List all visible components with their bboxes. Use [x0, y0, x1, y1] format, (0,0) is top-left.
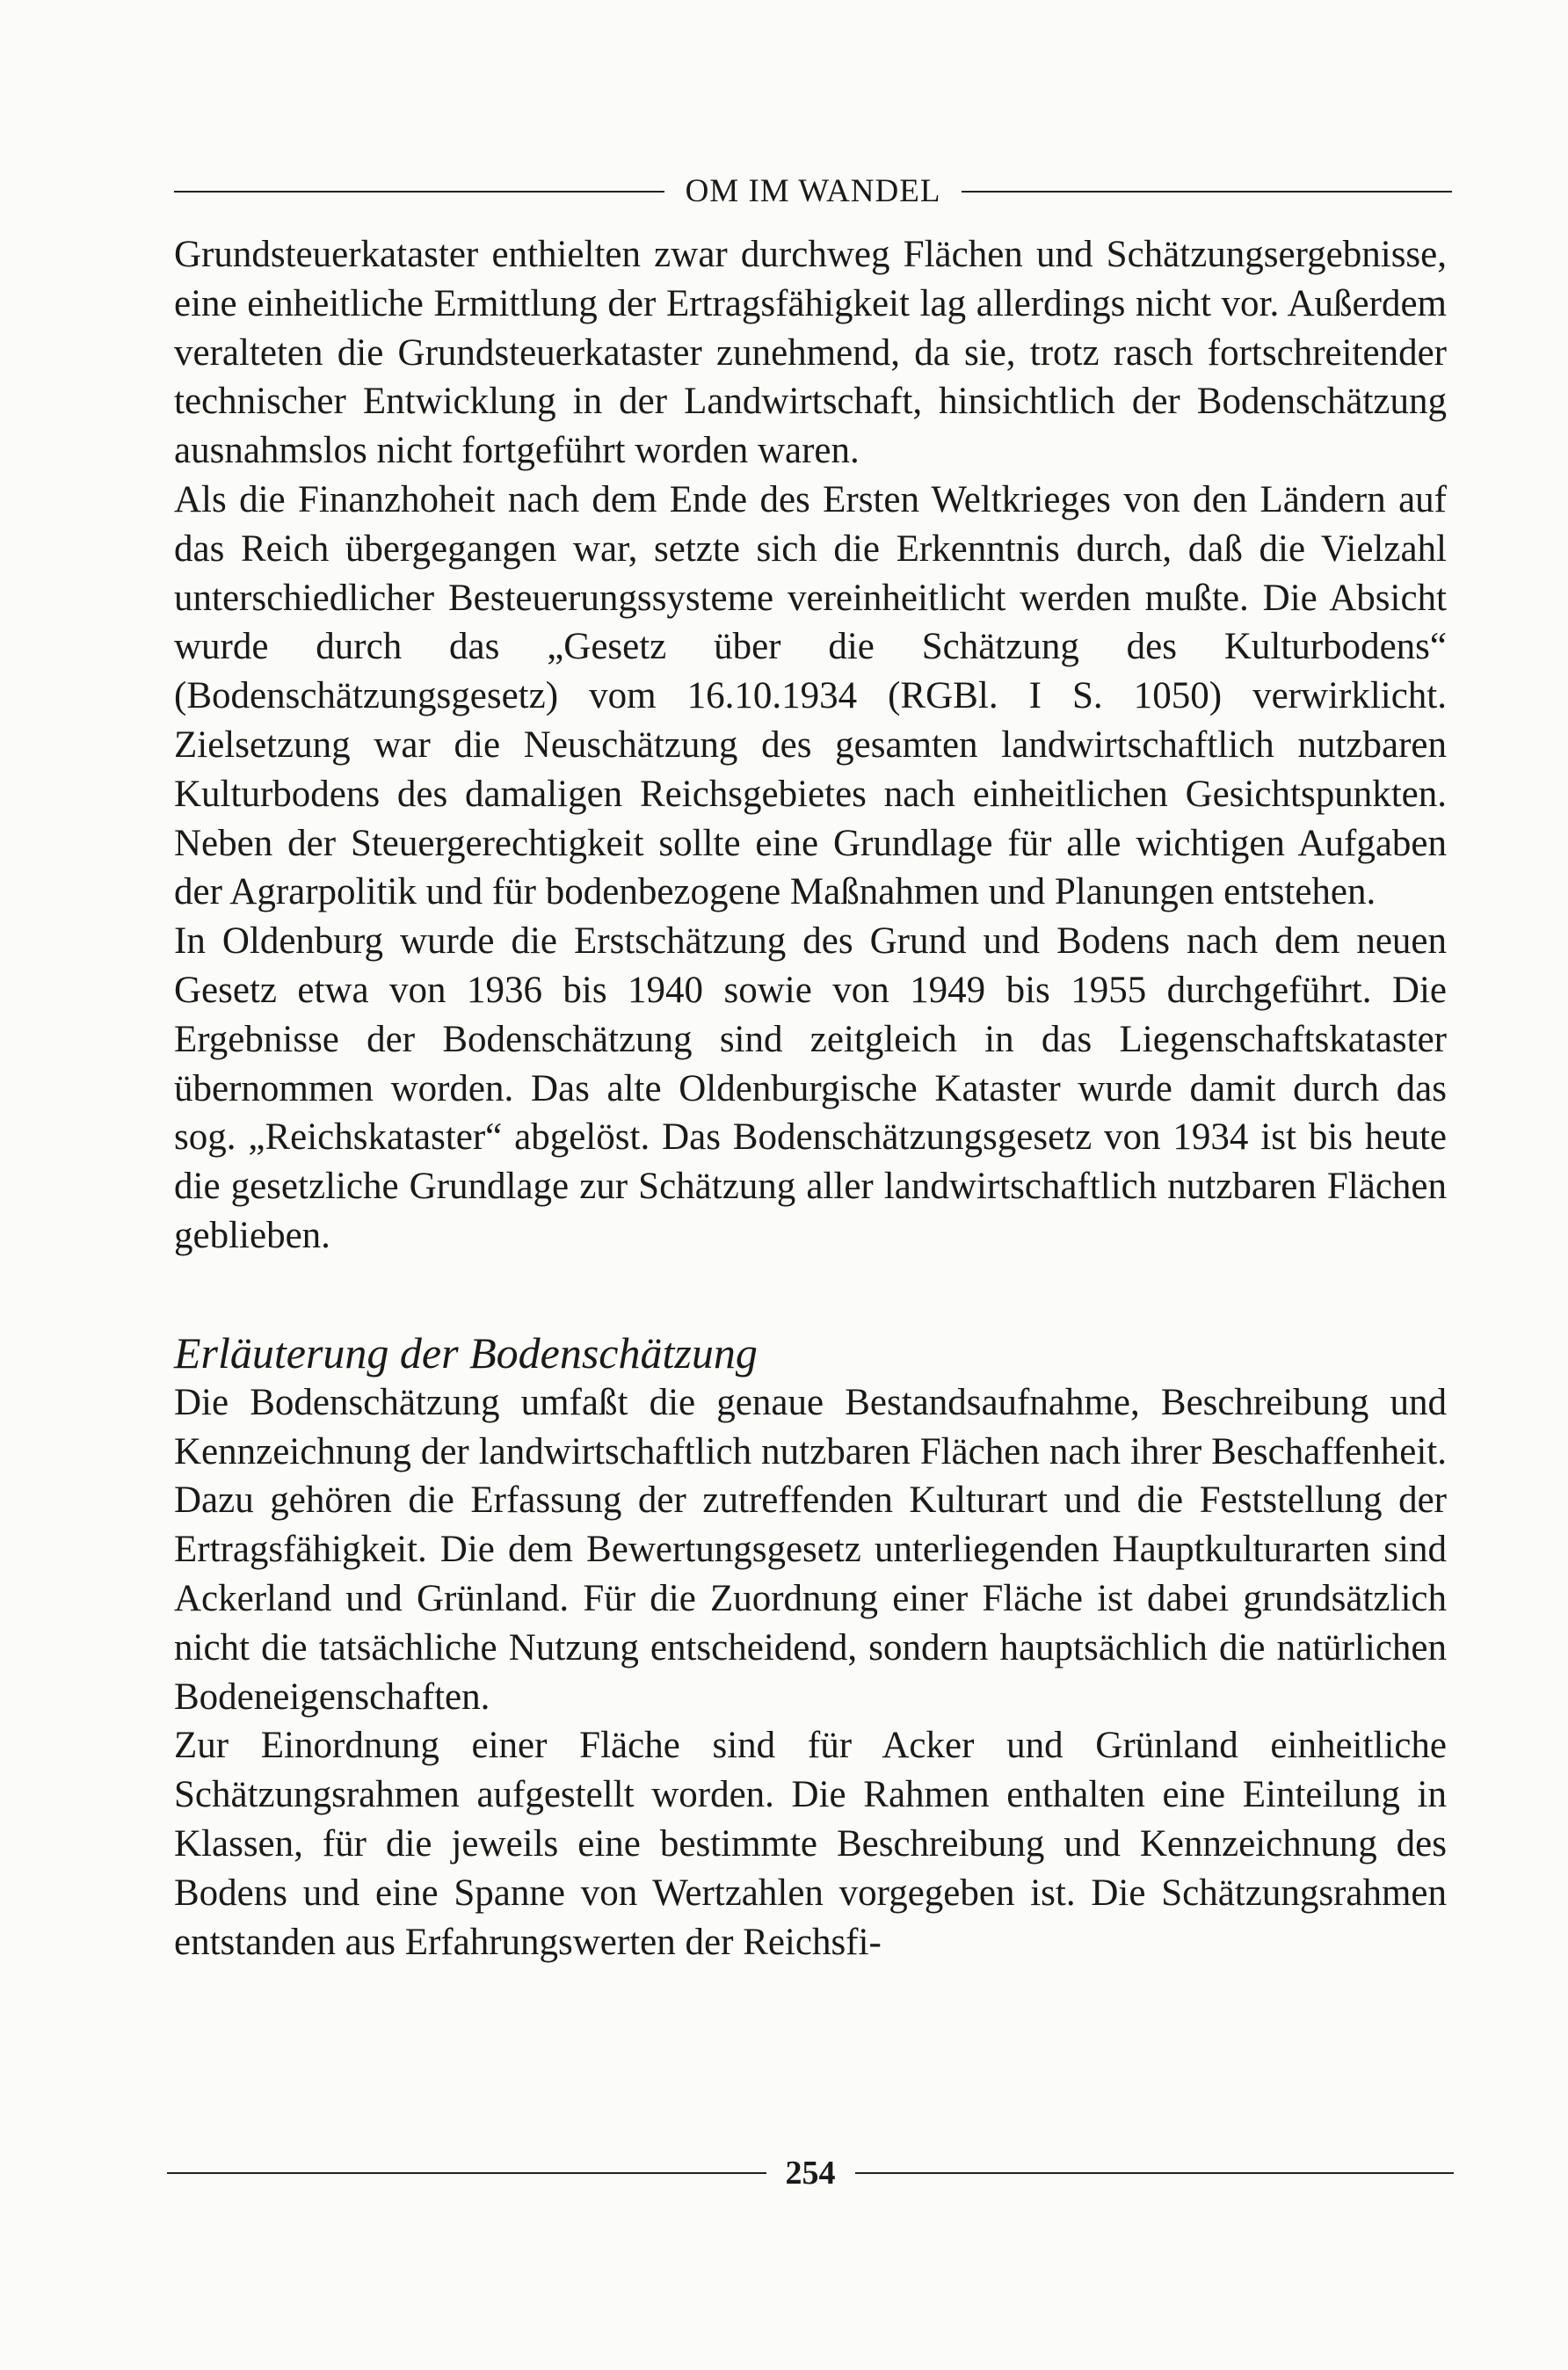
running-head-title: OM IM WANDEL [685, 173, 941, 209]
page-number: 254 [785, 2155, 836, 2192]
page-body [174, 230, 1447, 1967]
paragraph-grundsteuerkataster: Grundsteuerkataster enthielten zwar durchweg Flächen und Schätzungsergebnisse, eine einheitliche Ermittlung der Ertragsfähigkeit lag allerdings nicht vor. Außerdem veralteten die Grundsteuerkataster zunehmend, da sie, trotz rasch fortschreitender technischer Entwicklung in der Landwirtschaft, hinsichtlich der Bodenschätzung ausnahmslos nicht fortgeführt worden waren. [174, 234, 1447, 472]
paragraph-oldenburg: In Oldenburg wurde die Erstschätzung des Grund und Bodens nach dem neuen Gesetz etwa von 1936 bis 1940 sowie von 1949 bis 1955 durchgeführt. Die Ergebnisse der Bodenschätzung sind zeitgleich in das Liegenschaftskataster übernommen worden. Das alte Oldenburgische Kataster wurde damit durch das sog. „Reichskataster“ abgelöst. Das Bodenschätzungsgesetz von 1934 ist bis heute die gesetzliche Grundlage zur Schätzung aller landwirtschaftlich nutzbaren Flächen geblieben. [174, 920, 1447, 1256]
footer-rule-right [855, 2172, 1455, 2174]
paragraph-einordnung: Zur Einordnung einer Fläche sind für Acker und Grünland einheitliche Schätzungsrahmen aufgestellt worden. Die Rahmen enthalten eine Einteilung in Klassen, für die jeweils eine bestimmte Beschreibung und Kennzeichnung des Bodens und eine Spanne von Wertzahlen vorgegeben ist. Die Schätzungsrahmen entstanden aus Erfahrungswerten der Reichsfi- [174, 1725, 1447, 1963]
page-footer [167, 2154, 1454, 2192]
paragraph-finanzhoheit: Als die Finanzhoheit nach dem Ende des Ersten Weltkrieges von den Ländern auf das Reich übergegangen war, setzte sich die Erkenntnis durch, daß die Vielzahl unterschiedlicher Besteuerungssysteme vereinheitlicht werden mußte. Die Absicht wurde durch das „Gesetz über die Schätzung des Kulturbodens“ (Bodenschätzungsgesetz) vom 16.10.1934 (RGBl. I S. 1050) verwirklicht. Zielsetzung war die Neuschätzung des gesamten landwirtschaftlich nutzbaren Kulturbodens des damaligen Reichsgebietes nach einheitlichen Gesichtspunkten. Neben der Steuergerechtigkeit sollte eine Grundlage für alle wichtigen Aufgaben der Agrarpolitik und für bodenbezogene Maßnahmen und Planungen entstehen. [174, 478, 1447, 913]
section-heading: Erläuterung der Bodenschätzung [174, 1327, 758, 1378]
running-head-rule-right [962, 191, 1452, 193]
paragraph-bodenschaetzung: Die Bodenschätzung umfaßt die genaue Bestandsaufnahme, Beschreibung und Kennzeichnung der landwirtschaftlich nutzbaren Flächen nach ihrer Beschaffenheit. Dazu gehören die Erfassung der zutreffenden Kulturart und die Feststellung der Ertragsfähigkeit. Die dem Bewertungsgesetz unterliegenden Hauptkulturarten sind Ackerland und Grünland. Für die Zuordnung einer Fläche ist dabei grundsätzlich nicht die tatsächliche Nutzung entscheidend, sondern hauptsächlich die natürlichen Bodeneigenschaften. [174, 1381, 1447, 1718]
running-head [174, 172, 1452, 210]
running-head-rule-left [174, 191, 664, 193]
footer-rule-left [167, 2172, 766, 2174]
